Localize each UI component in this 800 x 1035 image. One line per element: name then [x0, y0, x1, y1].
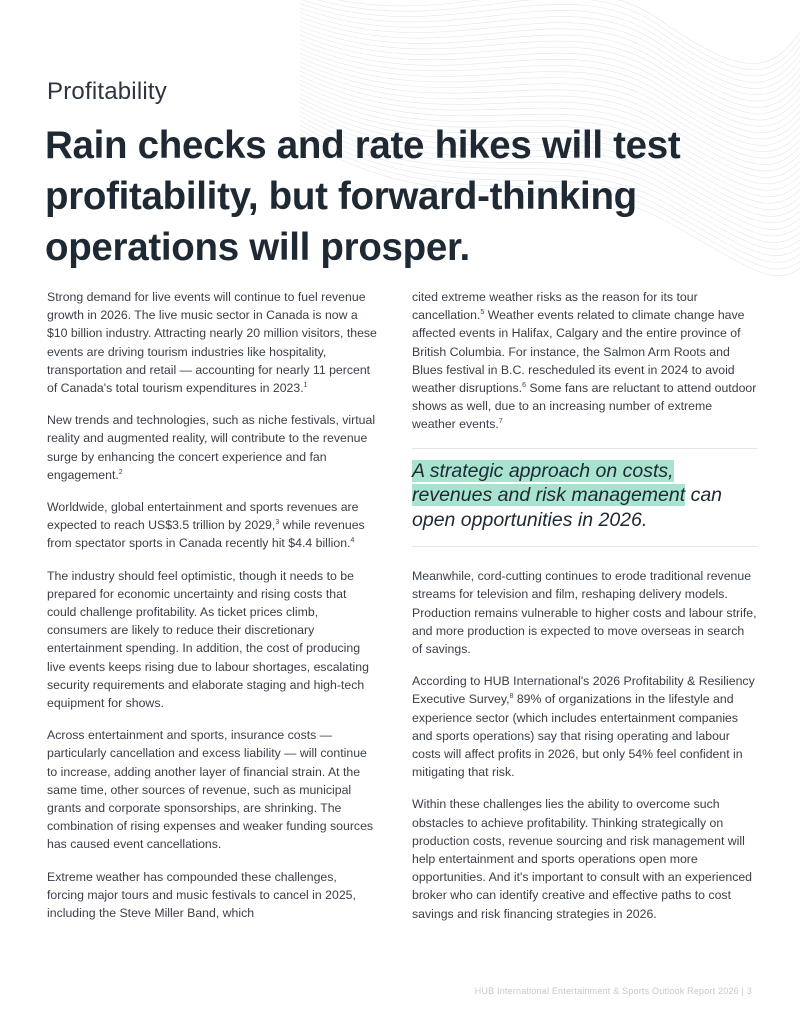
- footnote-ref: 5: [480, 309, 485, 317]
- footnote-ref: 7: [498, 418, 503, 426]
- wave-line: [300, 13, 800, 95]
- paragraph-2: New trends and technologies, such as niche festivals, virtual reality and augmented reality, will contribute to the revenue surge by enhancing the concert experience and fan engagement.$^2$: [47, 413, 376, 482]
- left-column: [47, 288, 377, 936]
- footnote-ref: 4: [350, 537, 355, 545]
- pull-quote-rest: can open opportunities in 2026.: [412, 484, 723, 531]
- page-headline: Rain checks and rate hikes will test profitability, but forward-thinking operations will prosper.: [45, 124, 681, 269]
- wave-line: [300, 0, 800, 64]
- wave-line: [300, 0, 800, 70]
- paragraph-6: Extreme weather has compounded these challenges, forcing major tours and music festivals to cancel in 2025, including the Steve Miller Band, which: [47, 869, 356, 921]
- footnote-ref: 1: [303, 381, 308, 389]
- wave-line: [300, 31, 800, 120]
- page-footer: HUB International Entertainment & Sports Outlook Report 2026 | 3: [474, 986, 752, 996]
- wave-line: [300, 40, 800, 133]
- footnote-ref: 6: [522, 381, 526, 389]
- paragraph-7: cited extreme weather risks as the reason for its tour cancellation.$^5$ Weather events related to climate change have affected events in Halifax, Calgary and the entire province of British Columbia. For instance, the Salmon Arm Roots and Blues festival in B.C. rescheduled its event in 2024 to avoid weather disruptions.$^6$ Some fans are reluctant to attend outdoor shows as well, due to an increasing number of extreme weather events.$^7$: [412, 290, 757, 432]
- wave-line: [300, 22, 800, 108]
- wave-line: [300, 17, 800, 101]
- paragraph-3: Worldwide, global entertainment and sports revenues are expected to reach US$3.5 trillion by 2029,$^3$ while revenues from spectator sports in Canada recently hit $4.4 billion.$^4$: [47, 500, 365, 551]
- paragraph-5: Across entertainment and sports, insurance costs — particularly cancellation and excess liability — will continue to increase, adding another layer of financial strain. At the same time, other sources of revenue, such as municipal grants and corporate sponsorships, are shrinking. The combination of rising expenses and weaker funding sources has caused event cancellations.: [47, 728, 374, 852]
- wave-line: [300, 35, 800, 126]
- wave-line: [300, 4, 800, 83]
- paragraph-1: Strong demand for live events will continue to fuel revenue growth in 2026. The live music sector in Canada is now a $10 billion industry. Attracting nearly 20 million visitors, these events are driving tourism industries like hospitality, transportation and retail — accounting for nearly 11 percent of Canada's total tourism expenditures in 2023.$^1$: [47, 290, 377, 396]
- wave-line: [300, 26, 800, 114]
- wave-line: [300, 0, 800, 76]
- pull-quote-highlight: A strategic approach on costs, revenues and risk management: [412, 459, 686, 507]
- paragraph-9: According to HUB International's 2026 Profitability & Resiliency Executive Survey,$^8$ 89% of organizations in the lifestyle and experience sector (which includes entertainment companies and sports operations) say that rising operating and labour costs will affect profits in 2026, but only 54% feel confident in mitigating that risk.: [412, 674, 755, 780]
- right-column: [412, 288, 757, 937]
- paragraph-10: Within these challenges lies the ability to overcome such obstacles to achieve profitability. Thinking strategically on production costs, revenue sourcing and risk management will help entertainment and sports operations open more opportunities. And it's important to consult with an experienced broker who can identify creative and effective paths to cost savings and risk financing strategies in 2026.: [412, 797, 753, 921]
- wave-line: [300, 8, 800, 89]
- footnote-ref: 3: [275, 519, 280, 527]
- pull-quote: [412, 448, 757, 548]
- footnote-ref: 2: [118, 468, 123, 476]
- paragraph-8: Meanwhile, cord-cutting continues to erode traditional revenue streams for television and film, reshaping delivery models. Production remains vulnerable to higher costs and labour strife, and more production is expected to move overseas in search of savings.: [412, 569, 757, 656]
- footnote-ref: 8: [509, 693, 514, 701]
- paragraph-4: The industry should feel optimistic, though it needs to be prepared for economic uncertainty and rising costs that could challenge profitability. As ticket prices climb, consumers are likely to reduce their discretionary entertainment spending. In addition, the cost of producing live events keeps rising due to labour shortages, escalating security requirements and elaborate staging and high-tech equipment for shows.: [47, 568, 369, 711]
- section-label: Profitability: [47, 78, 167, 105]
